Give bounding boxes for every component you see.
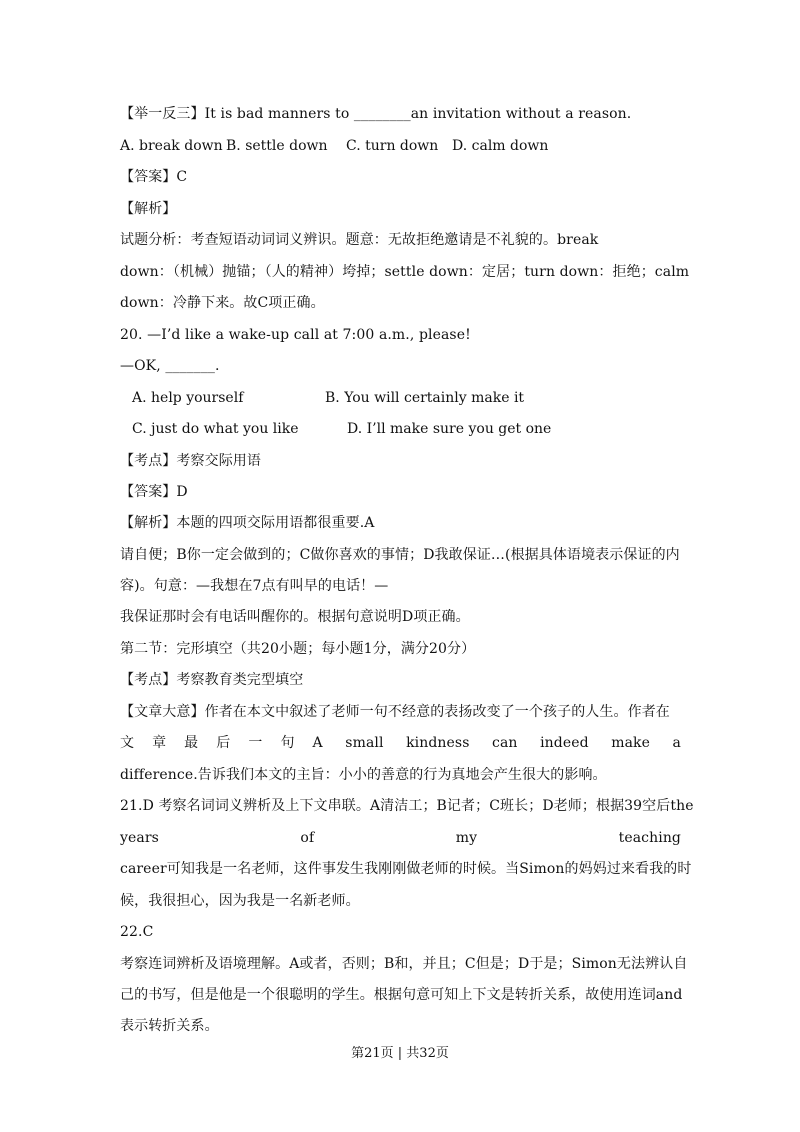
summary-text: 文章最后一句A small kindness can indeed make a (120, 735, 681, 751)
answer-21-text: 候，我很担心，因为我是一名新老师。 (120, 893, 360, 909)
option-a: A. break down (120, 138, 223, 154)
analysis-text: down：冷静下来。故C项正确。 (120, 295, 325, 311)
option-d: D. I’ll make sure you get one (347, 421, 552, 437)
option-d: D. calm down (452, 138, 549, 154)
analysis-text: 试题分析：考查短语动词词义辨识。题意：无故拒绝邀请是不礼貌的。break (120, 232, 599, 248)
option-b: B. settle down (226, 138, 328, 154)
summary-text: difference.告诉我们本文的主旨：小小的善意的行为真地会产生很大的影响。 (120, 767, 607, 783)
practice-question: 【举一反三】It is bad manners to ________an invitation without a reason. (120, 106, 632, 122)
answer-line: 【答案】D (120, 484, 188, 500)
section-heading: 第二节：完形填空（共20小题；每小题1分，满分20分） (120, 641, 476, 657)
analysis-heading: 【解析】 (120, 201, 177, 217)
answer-22: 22.C (120, 924, 154, 940)
option-a: A. help yourself (132, 390, 244, 406)
answer-line: 【答案】C (120, 169, 188, 185)
page-number-footer: 第21页 | 共32页 (351, 1046, 449, 1061)
analysis-text: 【解析】本题的四项交际用语都很重要.A (120, 515, 375, 531)
key-point: 【考点】考察教育类完型填空 (120, 672, 304, 688)
answer-22-text: 表示转折关系。 (120, 1018, 219, 1034)
answer-21-text: years of my teaching (120, 830, 681, 846)
answer-22-text: 己的书写，但是他是一个很聪明的学生。根据句意可知上下文是转折关系，故使用连词and (120, 987, 683, 1003)
summary-text: 【文章大意】作者在本文中叙述了老师一句不经意的表扬改变了一个孩子的人生。作者在 (120, 704, 670, 720)
question-20-reply: —OK, _______. (120, 358, 220, 374)
analysis-text: 容)。句意：—我想在7点有叫早的电话！— (120, 578, 389, 594)
key-point: 【考点】考察交际用语 (120, 453, 261, 469)
question-20: 20. —I’d like a wake-up call at 7:00 a.m., please! (120, 327, 471, 343)
answer-21-text: career可知我是一名老师，这件事发生我刚刚做老师的时候。当Simon的妈妈过来看我的时 (120, 861, 692, 877)
analysis-text: 我保证那时会有电话叫醒你的。根据句意说明D项正确。 (120, 609, 470, 625)
analysis-text: 请自便；B你一定会做到的；C做你喜欢的事情；D我敢保证…(根据具体语境表示保证的内 (120, 547, 680, 563)
option-c: C. turn down (346, 138, 439, 154)
answer-21: 21.D 考察名词词义辨析及上下文串联。A清洁工；B记者；C班长；D老师；根据39空后the (120, 798, 694, 814)
option-b: B. You will certainly make it (325, 390, 525, 406)
answer-22-text: 考察连词辨析及语境理解。A或者，否则；B和，并且；C但是；D于是；Simon无法辨认自 (120, 956, 688, 972)
option-c: C. just do what you like (132, 421, 299, 437)
analysis-text: down：（机械）抛锚；（人的精神）垮掉；settle down：定居；turn down：拒绝；calm (120, 264, 690, 280)
